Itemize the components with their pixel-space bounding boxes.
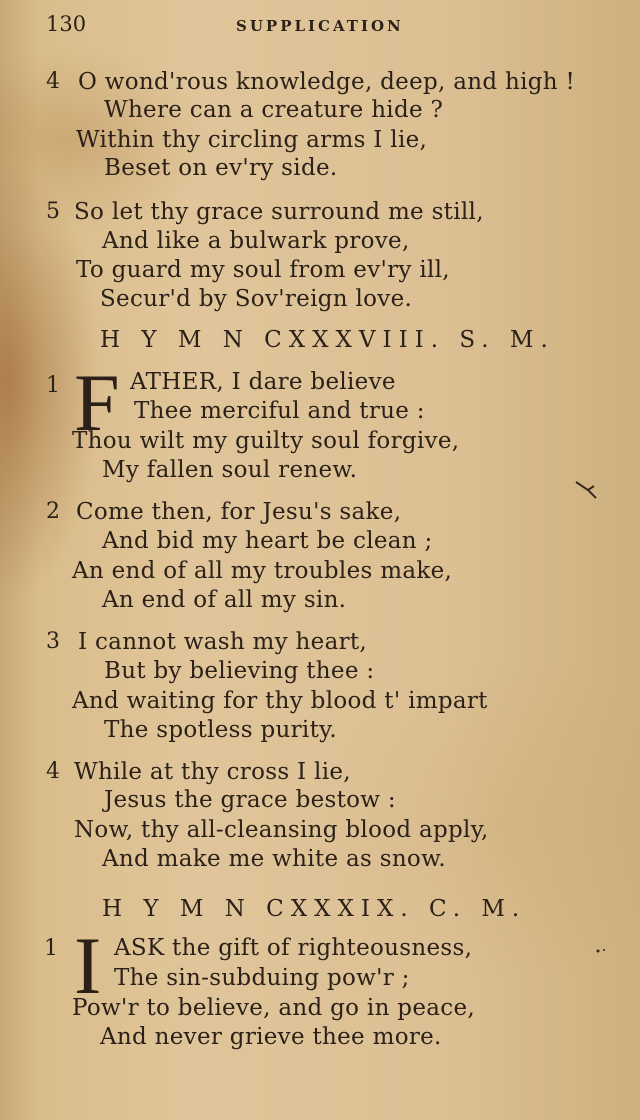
verse-line: ASK the gift of righteousness, [114,935,473,961]
stanza-number: 5 [46,199,60,224]
verse-line: And like a bulwark prove, [102,228,410,254]
ink-mark-icon [574,478,602,504]
hymn-title: H Y M N CXXXVIII. S. M. [100,327,555,353]
stanza-number: 4 [46,759,60,784]
verse-line: An end of all my sin. [102,587,347,613]
verse-line: Pow'r to believe, and go in peace, [72,995,475,1021]
stanza-number: 4 [46,69,60,94]
verse-line: The sin-subduing pow'r ; [114,965,410,991]
verse-line: And never grieve thee more. [100,1024,442,1050]
stanza-number: 1 [46,373,60,398]
running-title: SUPPLICATION [236,17,404,35]
verse-line: ATHER, I dare believe [130,369,396,395]
verse-line: And bid my heart be clean ; [102,528,433,554]
verse-line: Beset on ev'ry side. [104,155,338,181]
ink-dot-icon [594,946,608,956]
stanza-number: 3 [46,629,60,654]
drop-cap: F [74,357,120,448]
verse-line: Thou wilt my guilty soul forgive, [72,428,460,454]
verse-line: Secur'd by Sov'reign love. [100,286,413,312]
stanza-number: 1 [44,936,58,961]
verse-line: Where can a creature hide ? [104,97,444,123]
hymn-title: H Y M N CXXXIX. C. M. [102,896,527,922]
verse-line: Within thy circling arms I lie, [76,127,428,153]
verse-line: But by believing thee : [104,658,375,684]
verse-line: So let thy grace surround me still, [74,199,484,225]
verse-line: Thee merciful and true : [134,398,425,424]
verse-line: Now, thy all-cleansing blood apply, [74,817,489,843]
verse-line: And waiting for thy blood t' impart [72,688,488,714]
verse-line: To guard my soul from ev'ry ill, [76,257,450,283]
verse-line: While at thy cross I lie, [74,759,351,785]
verse-line: The spotless purity. [104,717,337,743]
verse-line: O wond'rous knowledge, deep, and high ! [78,69,576,95]
verse-line: Come then, for Jesu's sake, [76,499,402,525]
verse-line: My fallen soul renew. [102,457,358,483]
drop-cap: I [74,920,102,1011]
page-number: 130 [46,12,87,36]
stanza-number: 2 [46,499,60,524]
verse-line: And make me white as snow. [102,846,446,872]
verse-line: An end of all my troubles make, [72,558,453,584]
verse-line: I cannot wash my heart, [78,629,368,655]
verse-line: Jesus the grace bestow : [104,787,396,813]
